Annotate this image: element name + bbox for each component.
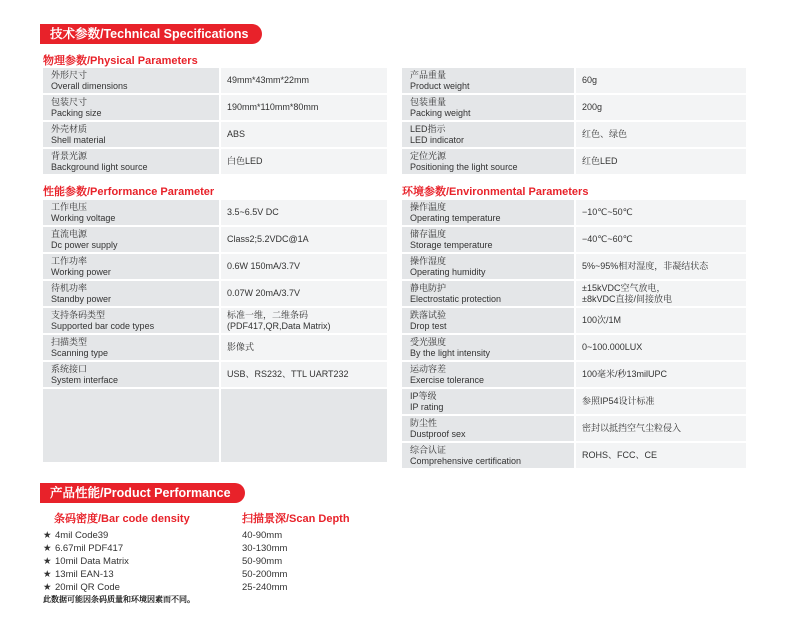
table-row: 包装重量 Packing weight 200g bbox=[402, 95, 746, 120]
star-icon: ★ bbox=[43, 569, 52, 580]
table-row: 产品重量 Product weight 60g bbox=[402, 68, 746, 93]
table-row: 扫描类型 Scanning type 影像式 bbox=[43, 335, 387, 360]
bar-code-density-column bbox=[43, 510, 190, 594]
table-row: IP等级 IP rating 参照IP54设计标准 bbox=[402, 389, 746, 414]
table-row: 定位光源 Positioning the light source 红色LED bbox=[402, 149, 746, 174]
table-row: 储存温度 Storage temperature −40℃~60℃ bbox=[402, 227, 746, 252]
table-filler bbox=[43, 389, 387, 462]
table-row: LED指示 LED indicator 红色、绿色 bbox=[402, 122, 746, 147]
physical-parameters-title: 物理参数/Physical Parameters bbox=[43, 55, 198, 67]
physical-right-table bbox=[402, 68, 746, 176]
technical-specs-header: 技术参数/Technical Specifications bbox=[40, 24, 262, 44]
environmental-table bbox=[402, 200, 746, 470]
list-item: ★ 6.67mil PDF417 bbox=[43, 543, 124, 554]
physical-left-table bbox=[43, 68, 387, 176]
list-item: ★ 20mil QR Code bbox=[43, 582, 120, 593]
table-row: 操作温度 Operating temperature −10℃~50℃ bbox=[402, 200, 746, 225]
table-row: 静电防护 Electrostatic protection ±15kVDC空气放电， ±8kVDC直接/间接放电 bbox=[402, 281, 746, 306]
table-row: 外壳材质 Shell material ABS bbox=[43, 122, 387, 147]
scan-depth-header: 扫描景深/Scan Depth bbox=[242, 513, 350, 525]
table-row: 跌落试验 Drop test 100次/1M bbox=[402, 308, 746, 333]
star-icon: ★ bbox=[43, 582, 52, 593]
table-row: 直流电源 Dc power supply Class2;5.2VDC@1A bbox=[43, 227, 387, 252]
data-disclaimer-note: 此数据可能因条码质量和环境因素而不同。 bbox=[43, 595, 195, 604]
list-item: ★ 10mil Data Matrix bbox=[43, 556, 129, 567]
table-row: 背景光源 Background light source 白色LED bbox=[43, 149, 387, 174]
table-row: 外形尺寸 Overall dimensions 49mm*43mm*22mm bbox=[43, 68, 387, 93]
table-row: 运动容差 Exercise tolerance 100毫米/秒13milUPC bbox=[402, 362, 746, 387]
environmental-parameters-title: 环境参数/Environmental Parameters bbox=[402, 186, 589, 198]
table-row: 受光强度 By the light intensity 0~100.000LUX bbox=[402, 335, 746, 360]
list-item: 25-240mm bbox=[242, 582, 288, 593]
list-item: 30-130mm bbox=[242, 543, 288, 554]
table-row: 防尘性 Dustproof sex 密封以抵挡空气尘粒侵入 bbox=[402, 416, 746, 441]
list-item: 40-90mm bbox=[242, 530, 283, 541]
scan-depth-column bbox=[242, 510, 350, 594]
list-item: 50-200mm bbox=[242, 569, 288, 580]
table-row: 系统接口 System interface USB、RS232、TTL UART232 bbox=[43, 362, 387, 387]
star-icon: ★ bbox=[43, 530, 52, 541]
table-row: 综合认证 Comprehensive certification ROHS、FCC、CE bbox=[402, 443, 746, 468]
performance-table bbox=[43, 200, 387, 464]
bar-code-density-header: 条码密度/Bar code density bbox=[54, 513, 190, 525]
table-row: 操作湿度 Operating humidity 5%~95%相对湿度，非凝结状态 bbox=[402, 254, 746, 279]
star-icon: ★ bbox=[43, 556, 52, 567]
performance-parameter-title: 性能参数/Performance Parameter bbox=[43, 186, 215, 198]
list-item: ★ 4mil Code39 bbox=[43, 530, 109, 541]
table-row: 包装尺寸 Packing size 190mm*110mm*80mm bbox=[43, 95, 387, 120]
star-icon: ★ bbox=[43, 543, 52, 554]
product-performance-header: 产品性能/Product Performance bbox=[40, 483, 245, 503]
table-row: 工作电压 Working voltage 3.5~6.5V DC bbox=[43, 200, 387, 225]
list-item: 50-90mm bbox=[242, 556, 283, 567]
table-row: 待机功率 Standby power 0.07W 20mA/3.7V bbox=[43, 281, 387, 306]
table-row: 支持条码类型 Supported bar code types 标准一维，二维条码 (PDF417,QR,Data Matrix) bbox=[43, 308, 387, 333]
table-row: 工作功率 Working power 0.6W 150mA/3.7V bbox=[43, 254, 387, 279]
list-item: ★ 13mil EAN-13 bbox=[43, 569, 114, 580]
